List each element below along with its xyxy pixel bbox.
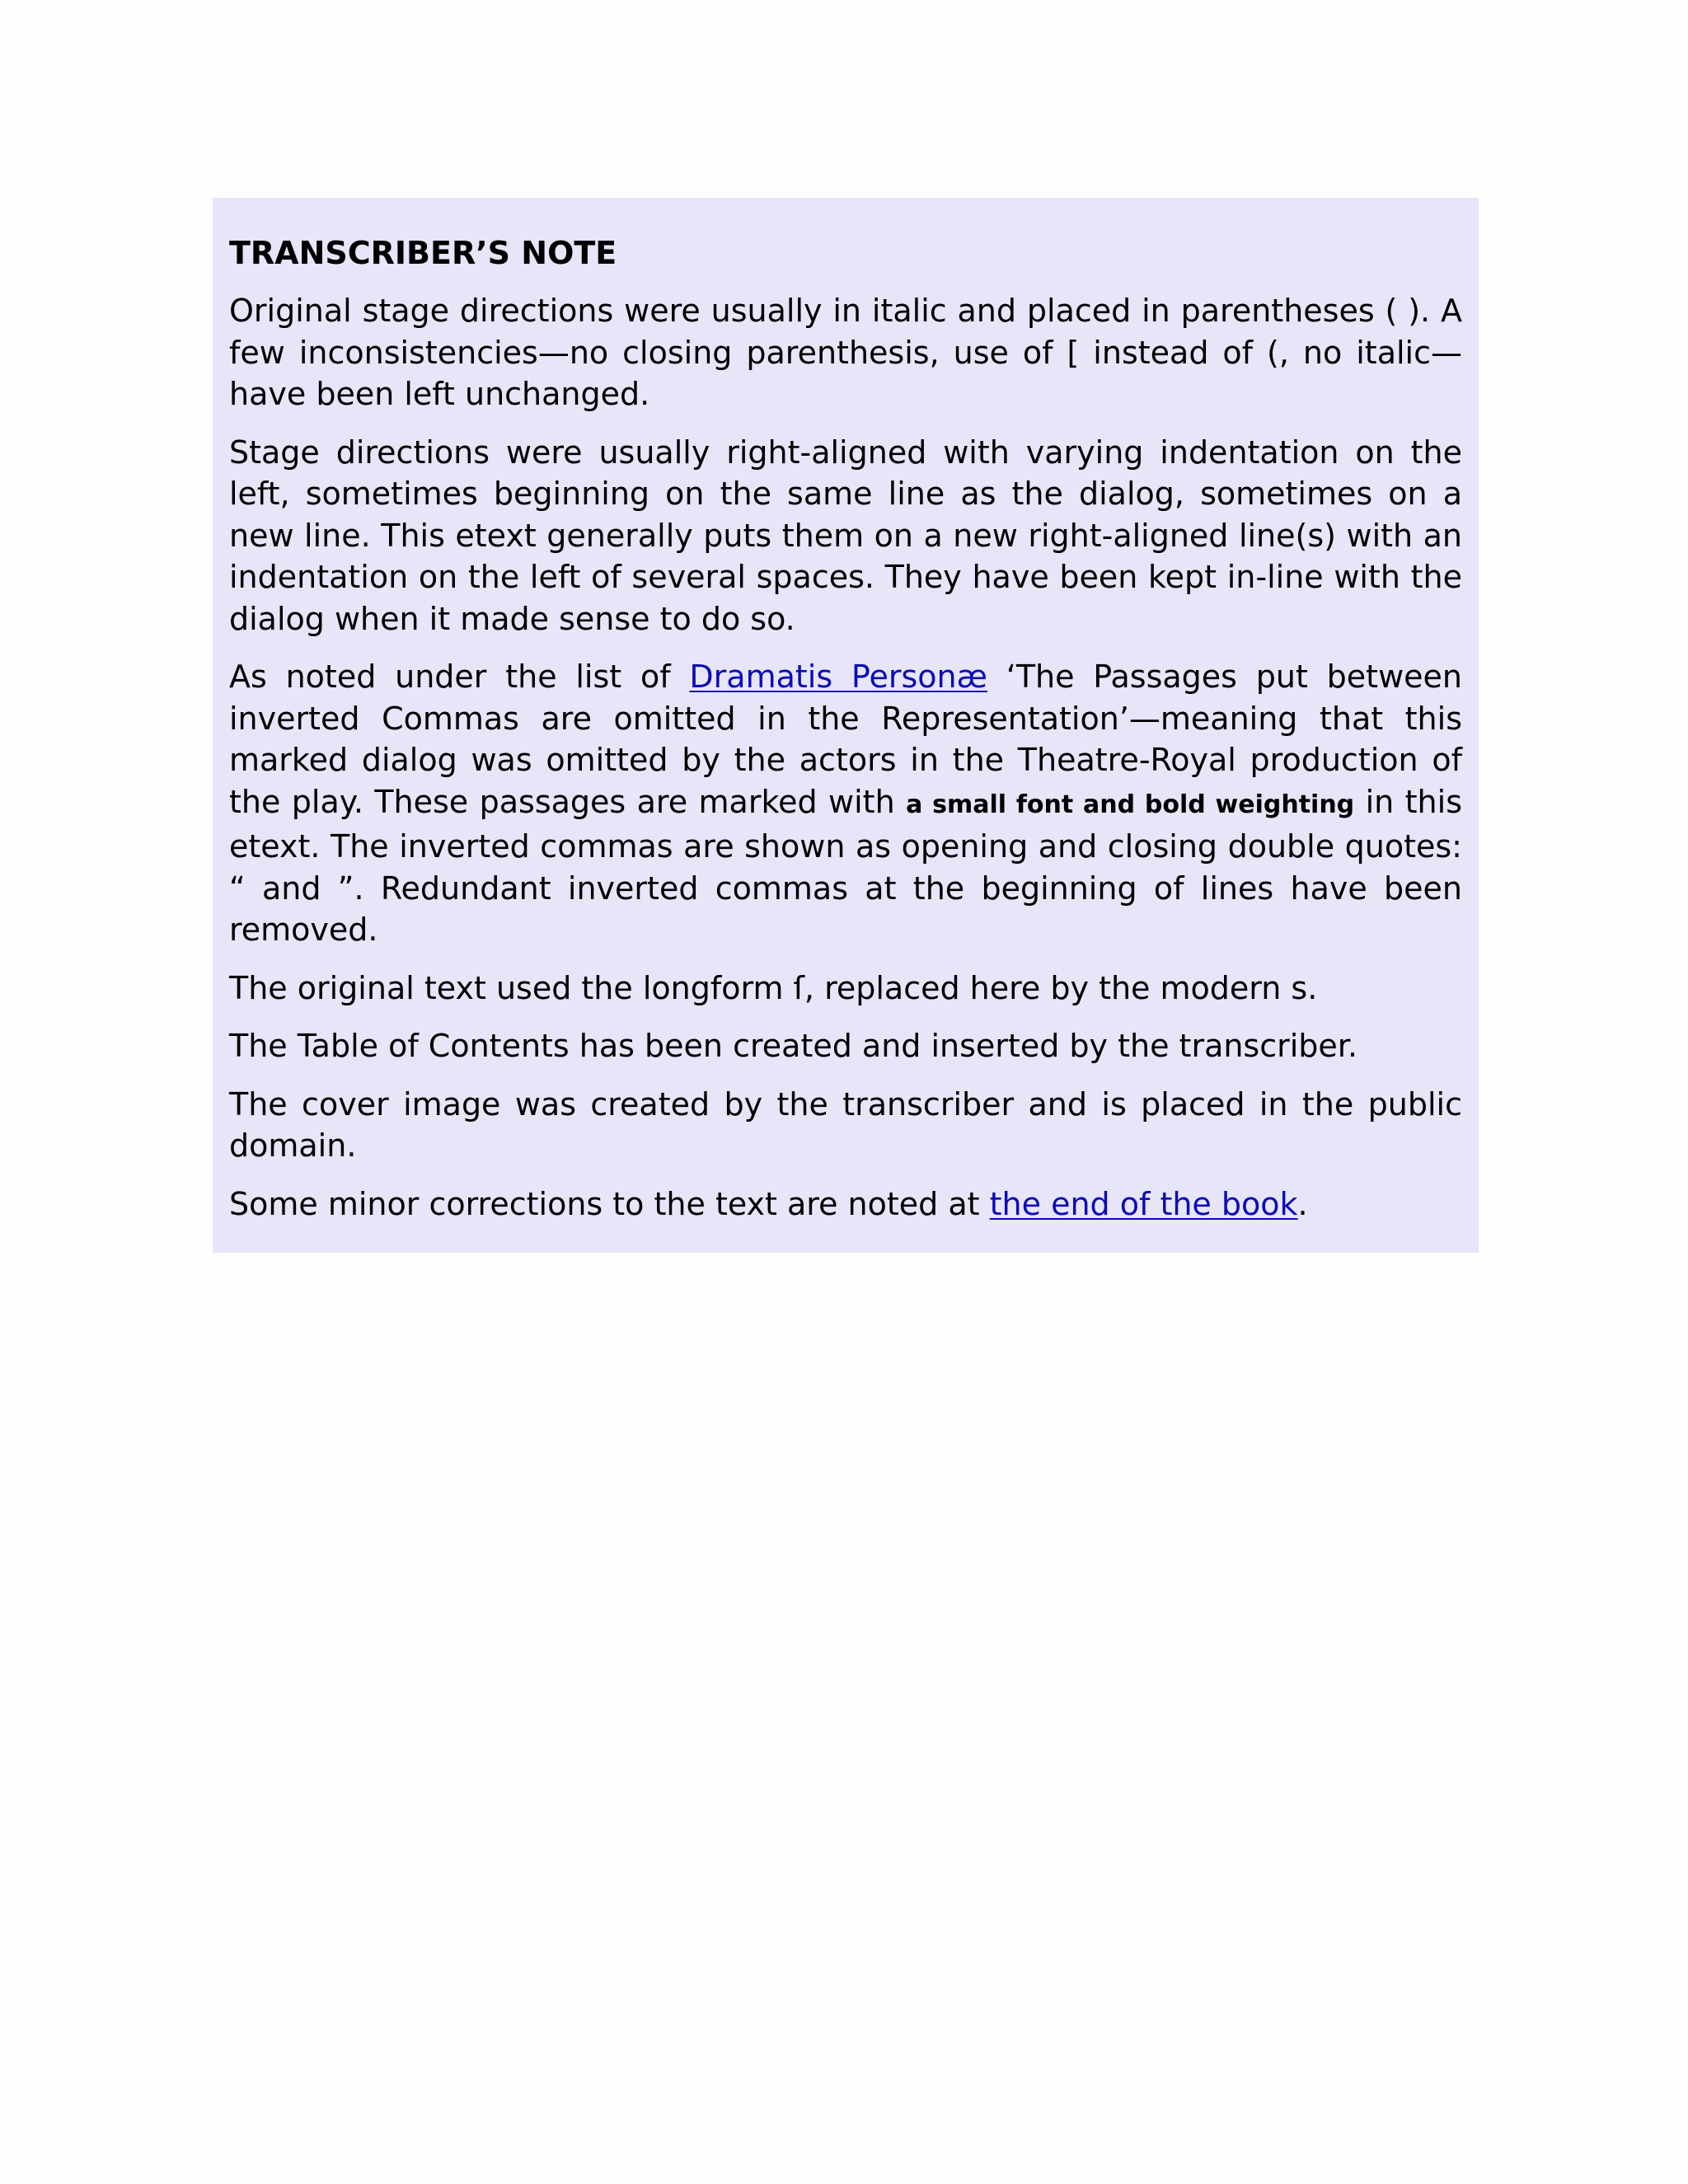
end-of-book-link[interactable]: the end of the book (989, 1185, 1298, 1222)
note-paragraph-longform-s: The original text used the longform ſ, replaced here by the modern s. (229, 969, 1318, 1006)
note-paragraph-corrections (229, 1183, 1462, 1226)
small-bold-sample: a small font and bold weighting (906, 790, 1355, 819)
dramatis-personae-link[interactable]: Dramatis Personæ (689, 658, 987, 695)
note-paragraph-alignment: Stage directions were usually right-aligned with varying indentation on the left, sometimes beginning on the same line as the dialog, sometimes on a new line. This etext generally puts them on a new right-aligned line(s) with an indentation on the left of several spaces. They have been kept in-line with the dialog when it made sense to do so. (229, 434, 1462, 637)
note-paragraph-cover-image: The cover image was created by the transcriber and is placed in the public domain. (229, 1085, 1462, 1164)
p7-text-after: . (1297, 1185, 1308, 1222)
note-paragraph-stage-directions: Original stage directions were usually in italic and placed in parentheses ( ). A few inconsistencies—no closing parenthesis, use of [ instead of (, no italic—have been left unchanged. (229, 293, 1462, 412)
note-paragraph-table-of-contents: The Table of Contents has been created and inserted by the transcriber. (229, 1028, 1358, 1064)
p3-text-middle: ‘The Passages put between inverted Commas are omitted in the Representation’—meaning that this marked dialog was omitted by the actors in the Theatre-Royal production of the play. These passages are marked with (229, 658, 1462, 820)
note-paragraph-omitted-passages (229, 656, 1462, 951)
note-title: TRANSCRIBER’S NOTE (229, 235, 617, 271)
p3-text-before: As noted under the list of (229, 658, 690, 695)
p7-text-before: Some minor corrections to the text are noted at (229, 1185, 990, 1222)
p3-text-after: in this etext. The inverted commas are shown as opening and closing double quotes: “ and ”. Redundant inverted commas at the beginning of lines have been removed. (229, 783, 1462, 948)
transcribers-note-box (213, 198, 1479, 1253)
